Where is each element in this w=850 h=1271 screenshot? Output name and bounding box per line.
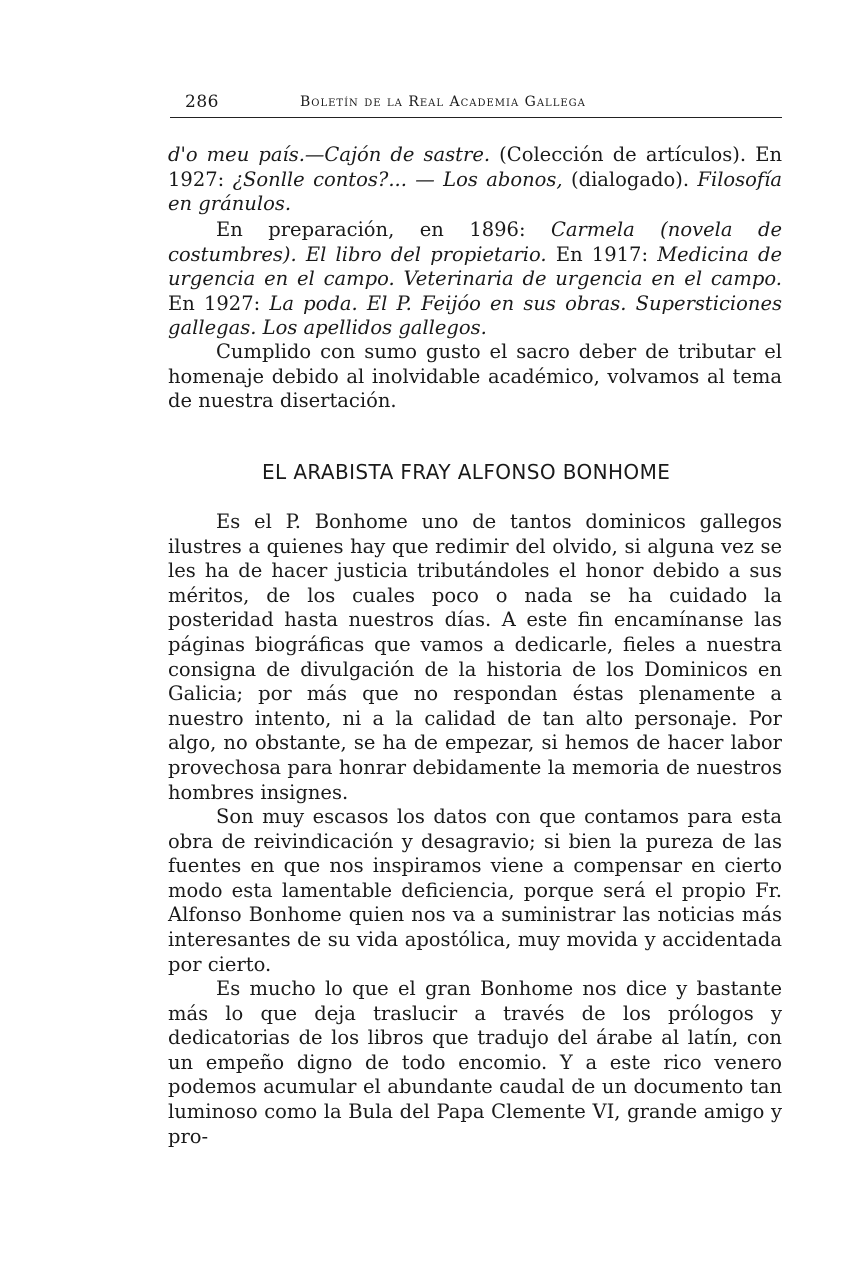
works-in-preparation — [168, 218, 782, 341]
section-body-1 — [168, 510, 782, 805]
works-paragraph-2 — [168, 218, 782, 341]
works-text: (Colección de artículos). En 1927: — [168, 143, 783, 191]
body-paragraph: Son muy escasos los datos con que contamos para esta obra de reivindicación y desagravio; si bien la pureza de las fuentes en que nos inspiramos viene a compensar en cierto modo esta lamentable deficiencia, porque será el propio Fr. Alfonso Bonhome quien nos va a suministrar las noticias más interesantes de su vida apostólica, muy movida y accidentada por cierto. — [168, 805, 782, 976]
closing-paragraph-block — [168, 340, 782, 414]
works-text: (dialogado). — [562, 167, 698, 191]
body-paragraph: Es el P. Bonhome uno de tantos dominicos gallegos ilustres a quienes hay que redimir del olvido, si alguna vez se les ha de hacer justicia tributándoles el honor debido a sus méritos, de los cuales poco o nada se ha cuidado la posteridad hasta nuestros días. A este fin encamínanse las páginas biográficas que vamos a dedicarle, fieles a nuestra consigna de divulgación de la historia de los Dominicos en Galicia; por más que no respondan éstas plenamente a nuestro intento, ni a la calidad de tan alto personaje. Por algo, no obstante, se ha de empezar, si hemos de hacer labor provechosa para honrar debidamente la memoria de nuestros hombres insignes. — [168, 510, 782, 804]
page-number: 286 — [185, 92, 219, 112]
closing-paragraph: Cumplido con sumo gusto el sacro deber de tributar el homenaje debido al inolvidable académico, volvamos al tema de nuestra disertación. — [168, 340, 782, 413]
works-text: En preparación, en 1896: — [216, 218, 551, 241]
works-text: En 1927: — [168, 291, 270, 315]
header-rule — [170, 117, 782, 118]
running-head: Boletín de la Real Academia Gallega — [300, 94, 586, 110]
works-paragraph-1 — [168, 143, 782, 217]
work-title: Filosofía en gránulos. — [168, 167, 782, 216]
page-header — [185, 92, 782, 116]
section-body-3 — [168, 977, 782, 1149]
work-title: ¿Sonlle contos?... — Los abonos, — [232, 167, 563, 191]
works-text: En 1917: — [546, 242, 658, 266]
section-heading: EL ARABISTA FRAY ALFONSO BONHOME — [262, 460, 671, 484]
work-title: La poda. El P. Feijóo en sus obras. Supersticiones gallegas. Los apellidos gallegos. — [168, 291, 782, 340]
work-title: Medicina de urgencia en el campo. Veterinaria de urgencia en el campo. — [168, 242, 782, 291]
work-title: Carmela (novela de costumbres). El libro del propietario. — [168, 218, 782, 266]
section-body-2 — [168, 805, 782, 977]
work-title: d'o meu país.—Cajón de sastre. — [168, 143, 491, 166]
works-list-continued — [168, 143, 782, 217]
body-paragraph: Es mucho lo que el gran Bonhome nos dice y bastante más lo que deja traslucir a través de los prólogos y dedicatorias de los libros que tradujo del árabe al latín, con un empeño digno de todo encomio. Y a este rico venero podemos acumular el abundante caudal de un documento tan luminoso como la Bula del Papa Clemente VI, grande amigo y pro- — [168, 977, 782, 1148]
